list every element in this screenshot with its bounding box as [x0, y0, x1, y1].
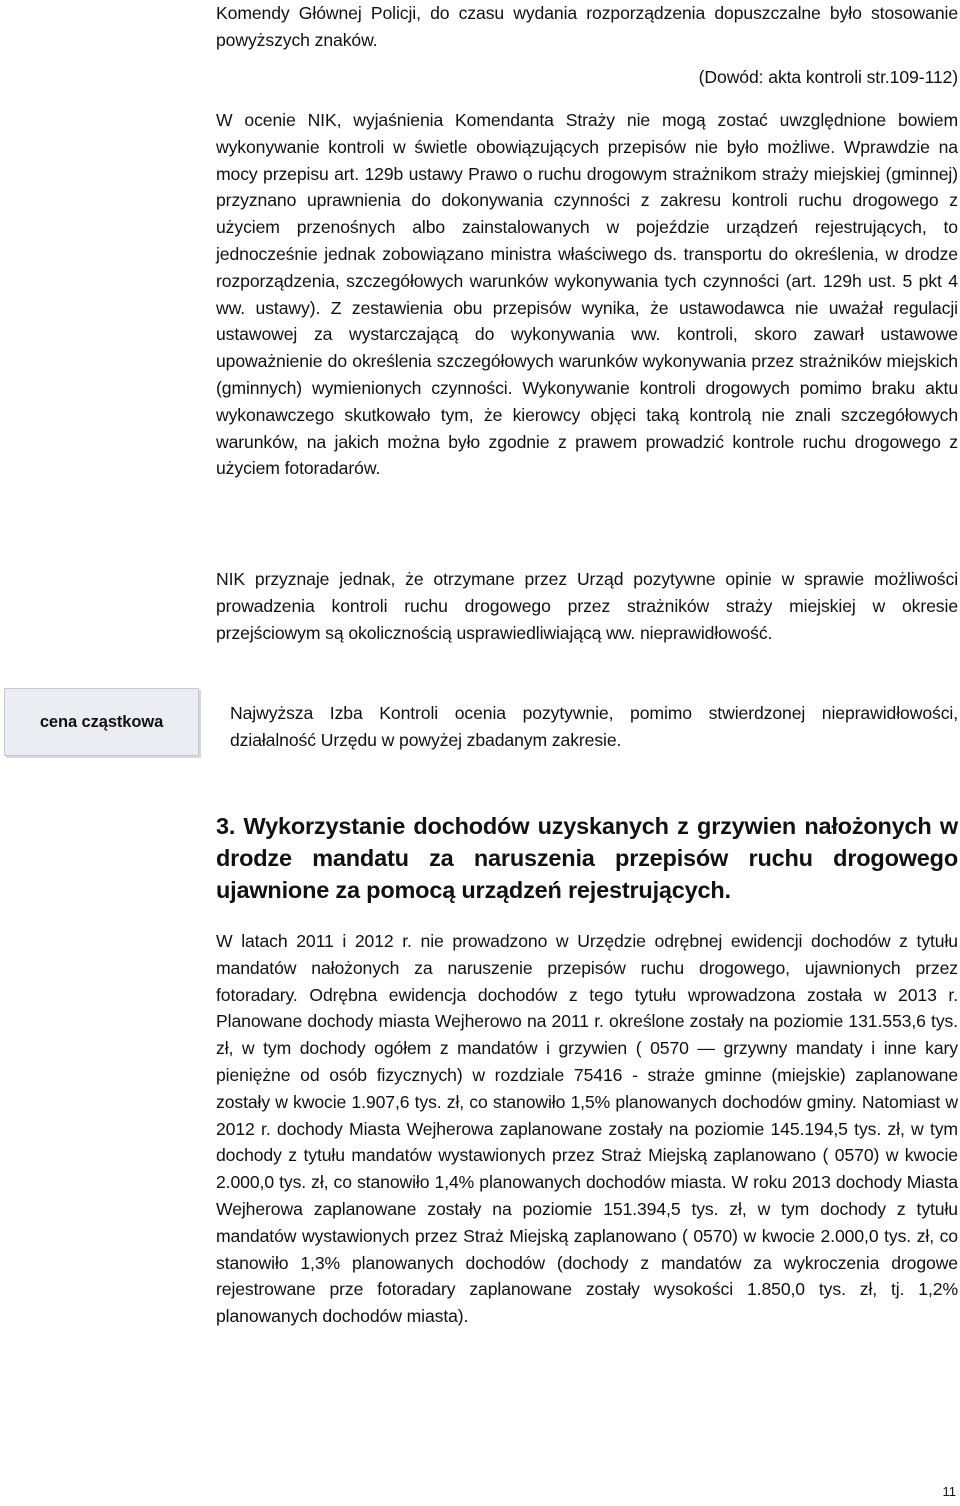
- paragraph-nik-assessment: W ocenie NIK, wyjaśnienia Komendanta Straży nie mogą zostać uwzględnione bowiem wykonywanie kontroli w świetle obowiązujących przepisów nie było możliwe. Wprawdzie na mocy przepisu art. 129b ustawy Prawo o ruchu drogowym strażnikom straży miejskiej (gminnej) przyznano uprawnienia do dokonywania czynności z zakresu kontroli ruchu drogowego z użyciem przenośnych albo zainstalowanych w pojeździe urządzeń rejestrujących, to jednocześnie jednak zobowiązano ministra właściwego ds. transportu do określenia, w drodze rozporządzenia, szczegółowych warunków wykonywania tych czynności (art. 129h ust. 5 pkt 4 ww. ustawy). Z zestawienia obu przepisów wynika, że ustawodawca nie uważał regulacji ustawowej za wystarczającą do wykonywania ww. kontroli, skoro zawarł ustawowe upoważnienie do określenia szczegółowych warunków wykonywania przez strażników miejskich (gminnych) wymienionych czynności. Wykonywanie kontroli drogowych pomimo braku aktu wykonawczego skutkowało tym, że kierowcy objęci taką kontrolą nie znali szczegółowych warunków, na jakich można było zgodnie z prawem prowadzić kontrole ruchu drogowego z użyciem fotoradarów.: [216, 110, 958, 479]
- page-number: 11: [942, 1484, 956, 1499]
- section-heading: 3. Wykorzystanie dochodów uzyskanych z grzywien nałożonych w drodze mandatu za naruszenia przepisów ruchu drogowego ujawnione za pomocą urządzeń rejestrujących.: [216, 813, 958, 903]
- evidence-reference: (Dowód: akta kontroli str.109-112): [698, 67, 958, 87]
- paragraph-nik-acknowledgement: NIK przyznaje jednak, że otrzymane przez Urząd pozytywne opinie w sprawie możliwości prowadzenia kontroli ruchu drogowego przez strażników straży miejskiej w okresie przejściowym są okolicznością usprawiedliwiającą ww. nieprawidłowość.: [216, 569, 958, 643]
- paragraph-revenue-details: W latach 2011 i 2012 r. nie prowadzono w Urzędzie odrębnej ewidencji dochodów z tytułu mandatów nałożonych za naruszenie przepisów ruchu drogowego, ujawnionych przez fotoradary. Odrębna ewidencja dochodów z tego tytułu wprowadzona została w 2013 r. Planowane dochody miasta Wejherowo na 2011 r. określone zostały na poziomie 131.553,6 tys. zł, w tym dochody ogółem z mandatów i grzywien ( 0570 — grzywny mandaty i inne kary pieniężne od osób fizycznych) w rozdziale 75416 - straże gminne (miejskie) zaplanowane zostały w kwocie 1.907,6 tys. zł, co stanowiło 1,5% planowanych dochodów gminy. Natomiast w 2012 r. dochody Miasta Wejherowa zaplanowane zostały na poziomie 145.194,5 tys. zł, w tym dochody z tytułu mandatów wystawionych przez Straż Miejską zaplanowano ( 0570) w kwocie 2.000,0 tys. zł, co stanowiło 1,4% planowanych dochodów miasta. W roku 2013 dochody Miasta Wejherowa zaplanowane zostały na poziomie 151.394,5 tys. zł, w tym dochody z tytułu mandatów wystawionych przez Straż Miejską zaplanowano ( 0570) w kwocie 2.000,0 tys. zł, co stanowiło 1,3% planowanych dochodów (dochody z mandatów za wykroczenia drogowe rejestrowane prze fotoradary zaplanowane zostały wysokości 1.850,0 tys. zł, tj. 1,2% planowanych dochodów miasta).: [216, 931, 958, 1327]
- partial-assessment-badge-label: cena cząstkowa: [39, 712, 164, 731]
- paragraph-partial-assessment: Najwyższa Izba Kontroli ocenia pozytywnie, pomimo stwierdzonej nieprawidłowości, działalność Urzędu w powyżej zbadanym zakresie.: [230, 703, 958, 750]
- paragraph-continuation: Komendy Głównej Policji, do czasu wydania rozporządzenia dopuszczalne było stosowanie powyższych znaków.: [216, 3, 958, 50]
- partial-assessment-badge: [4, 688, 199, 756]
